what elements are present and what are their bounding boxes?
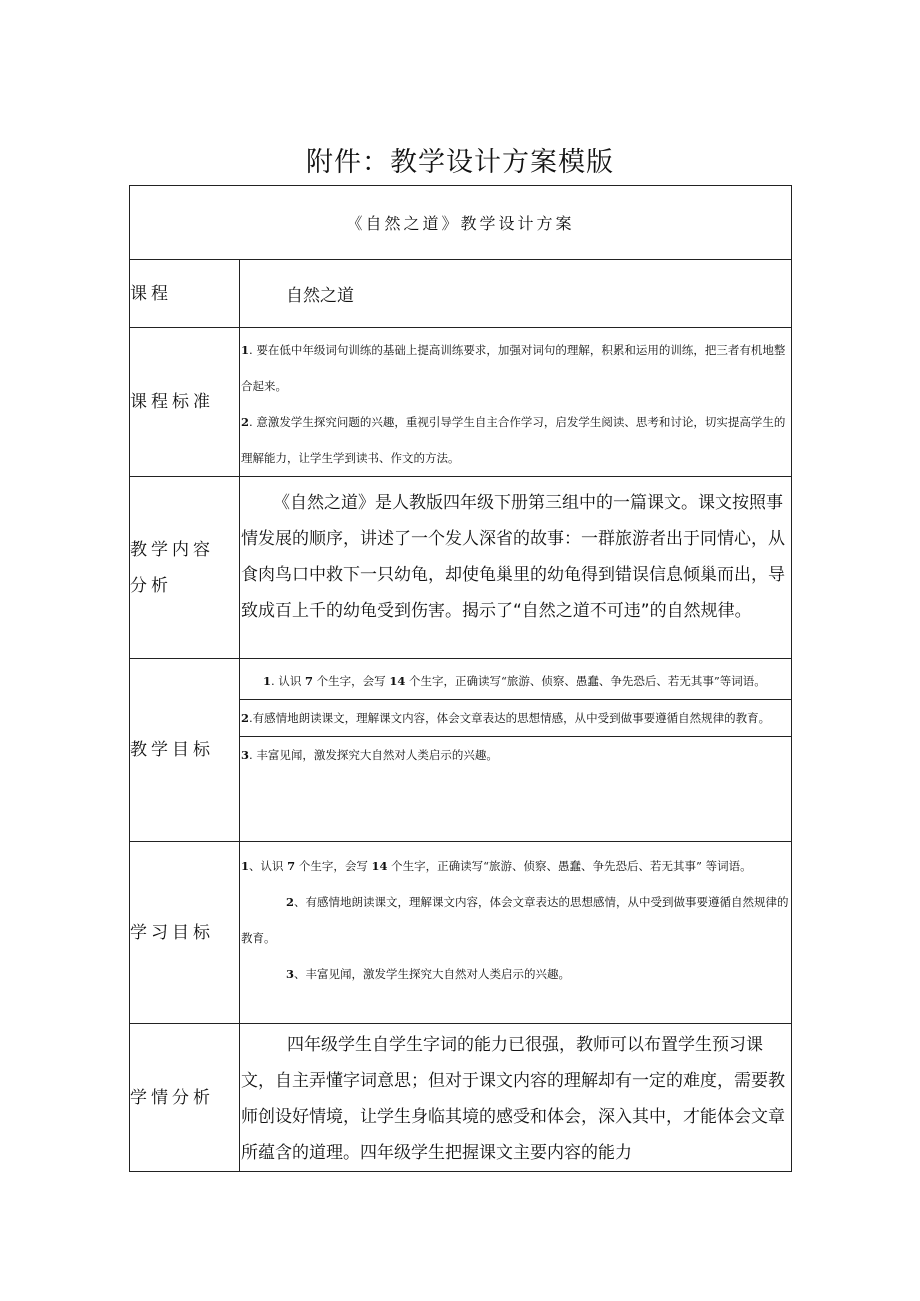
teaching-goals-cell bbox=[240, 659, 792, 842]
table-header-row bbox=[130, 186, 792, 260]
standard-cell bbox=[240, 328, 792, 477]
standard-item-2: 2. 意激发学生探究问题的兴趣，重视引导学生自主合作学习，启发学生阅读、思考和讨论，切实提高学生的理解能力，让学生学到读书、作文的方法。 bbox=[241, 415, 786, 465]
content-analysis-label: 教学内容分析 bbox=[130, 477, 240, 659]
standard-item-1: 1. 要在低中年级词句训练的基础上提高训练要求，加强对词句的理解，积累和运用的训练，把三者有机地整合起来。 bbox=[241, 343, 786, 393]
teaching-goals-label: 教学目标 bbox=[130, 659, 240, 842]
learner-analysis-cell bbox=[240, 1024, 792, 1172]
course-value-cell bbox=[240, 260, 792, 328]
learning-goal-2: 2、有感情地朗读课文，理解课文内容，体会文章表达的思想感情，从中受到做事要遵循自然规律的教育。 bbox=[241, 895, 789, 945]
learner-analysis-row bbox=[130, 1024, 792, 1172]
teaching-goal-1: 1. 认识 7 个生字，会写 14 个生字，正确读写“旅游、侦察、愚蠢、争先恐后、若无其事”等词语。 bbox=[240, 659, 791, 700]
learning-goal-3: 3、丰富见闻，激发学生探究大自然对人类启示的兴趣。 bbox=[286, 967, 571, 981]
teaching-plan-table bbox=[129, 185, 792, 1172]
learner-analysis-text: 四年级学生自学生字词的能力已很强，教师可以布置学生预习课文，自主弄懂字词意思；但对于课文内容的理解却有一定的难度，需要教师创设好情境，让学生身临其境的感受和体会，深入其中，才能体会文章所蕴含的道理。四年级学生把握课文主要内容的能力 bbox=[241, 1035, 785, 1163]
teaching-goal-3: 3. 丰富见闻，激发探究大自然对人类启示的兴趣。 bbox=[241, 748, 498, 762]
learning-goals-row bbox=[130, 842, 792, 1024]
learning-goals-label: 学习目标 bbox=[130, 842, 240, 1024]
content-analysis-row bbox=[130, 477, 792, 659]
standard-row bbox=[130, 328, 792, 477]
learning-goals-cell bbox=[240, 842, 792, 1024]
course-row bbox=[130, 260, 792, 328]
learning-goal-1: 1、认识 7 个生字，会写 14 个生字，正确读写“旅游、侦察、愚蠢、争先恐后、若无其事” 等词语。 bbox=[241, 859, 752, 873]
learner-analysis-label: 学情分析 bbox=[130, 1024, 240, 1172]
course-label: 课程 bbox=[130, 260, 240, 328]
course-value: 自然之道 bbox=[286, 286, 354, 306]
teaching-goal-2: 2.有感情地朗读课文，理解课文内容，体会文章表达的思想情感，从中受到做事要遵循自然规律的教育。 bbox=[240, 700, 791, 737]
teaching-goals-row bbox=[130, 659, 792, 842]
content-analysis-cell bbox=[240, 477, 792, 659]
table-header: 《自然之道》教学设计方案 bbox=[130, 186, 792, 260]
content-analysis-text: 《自然之道》是人教版四年级下册第三组中的一篇课文。课文按照事情发展的顺序，讲述了一个发人深省的故事：一群旅游者出于同情心，从食肉鸟口中救下一只幼龟，却使龟巢里的幼龟得到错误信息倾巢而出，导致成百上千的幼龟受到伤害。揭示了“自然之道不可违”的自然规律。 bbox=[241, 493, 785, 621]
page-title: 附件：教学设计方案模版 bbox=[306, 147, 614, 178]
standard-label: 课程标准 bbox=[130, 328, 240, 477]
